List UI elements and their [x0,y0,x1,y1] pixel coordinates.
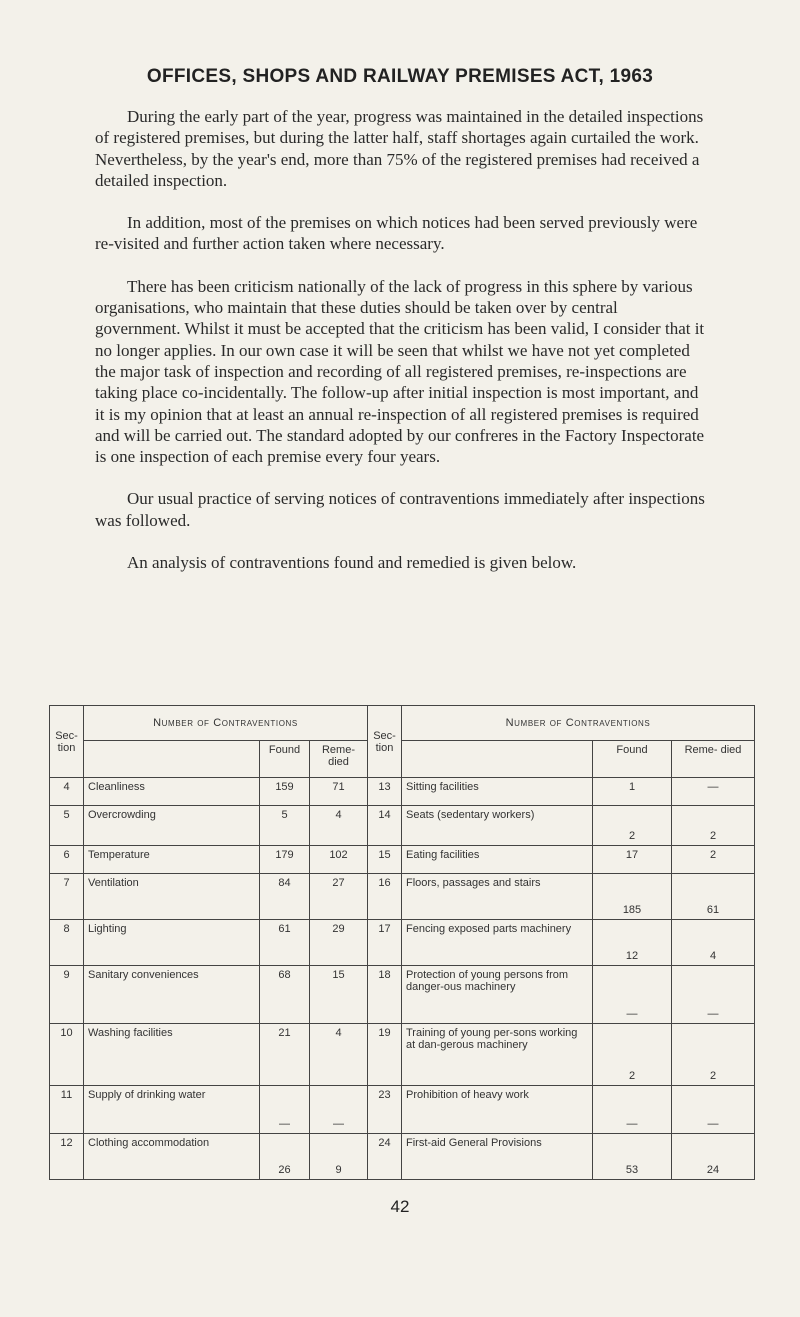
table-row [50,1134,755,1180]
item-label: Temperature [84,846,260,874]
remedied-value: — [672,1086,755,1134]
blank-subheader-right [402,741,593,778]
page-title: OFFICES, SHOPS AND RAILWAY PREMISES ACT, 1963 [146,66,654,87]
section-number: 23 [368,1086,402,1134]
table-row [50,920,755,966]
item-label: Clothing accommodation [84,1134,260,1180]
section-number: 14 [368,806,402,846]
found-value: 26 [260,1134,310,1180]
remedied-value: 102 [310,846,368,874]
found-value: 61 [260,920,310,966]
found-value: 68 [260,966,310,1024]
section-number: 13 [368,778,402,806]
found-value: 5 [260,806,310,846]
item-label: Overcrowding [84,806,260,846]
item-label: Ventilation [84,874,260,920]
item-label: Fencing exposed parts machinery [402,920,593,966]
item-label: Supply of drinking water [84,1086,260,1134]
table-row [50,1024,755,1086]
remedied-header-right: Reme- died [672,741,755,778]
table-row [50,846,755,874]
remedied-value: 2 [672,1024,755,1086]
section-number: 24 [368,1134,402,1180]
remedied-value: 2 [672,806,755,846]
remedied-value: 61 [672,874,755,920]
paragraph: During the early part of the year, progress was maintained in the detailed inspections of registered premises, but during the latter half, staff shortages again curtailed the work. Nevertheless, by the year's end, more than 75% of the registered premises had received a detailed inspection. [95,107,704,190]
section-number: 17 [368,920,402,966]
section-number: 19 [368,1024,402,1086]
item-label: Sitting facilities [402,778,593,806]
section-number: 9 [50,966,84,1024]
table-row [50,806,755,846]
found-value: 12 [593,920,672,966]
found-value: 2 [593,1024,672,1086]
paragraph: Our usual practice of serving notices of contraventions immediately after inspections was followed. [95,489,705,530]
item-label: First-aid General Provisions [402,1134,593,1180]
section-number: 16 [368,874,402,920]
remedied-value: — [672,778,755,806]
found-value: 179 [260,846,310,874]
found-value: — [260,1086,310,1134]
found-value: — [593,1086,672,1134]
page-number: 42 [390,1197,410,1216]
item-label: Cleanliness [84,778,260,806]
found-header-left: Found [260,741,310,778]
section-number: 11 [50,1086,84,1134]
item-label: Seats (sedentary workers) [402,806,593,846]
paragraph: There has been criticism nationally of the lack of progress in this sphere by various organisations, who maintain that these duties should be taken over by central government. Whilst it must be accepted that the criticism has been valid, I consider that it no longer applies. In our own case it will be seen that whilst we have not yet completed the major task of inspection and recording of all registered premises, re-inspections are taking place co-incidentally. The follow-up after initial inspection is most important, and it is my opinion that at least an annual re-inspection of all registered premises is required and will be carried out. The standard adopted by our confreres in the Factory Inspectorate is one inspection of each premise every four years. [95,276,705,467]
section-number: 4 [50,778,84,806]
paragraph: In addition, most of the premises on which notices had been served previously were re-visited and further action taken where necessary. [95,213,698,254]
found-value: 84 [260,874,310,920]
found-value: 21 [260,1024,310,1086]
section-number: 15 [368,846,402,874]
remedied-value: 4 [672,920,755,966]
section-header-left: Sec- tion [50,706,84,778]
group-header-left: Number of Contraventions [84,706,368,741]
remedied-value: 9 [310,1134,368,1180]
section-number: 10 [50,1024,84,1086]
item-label: Training of young per-sons working at dan-gerous machinery [402,1024,593,1086]
item-label: Lighting [84,920,260,966]
table-subheader-row [50,741,755,778]
item-label: Protection of young persons from danger-ous machinery [402,966,593,1024]
remedied-value: 4 [310,806,368,846]
found-value: 53 [593,1134,672,1180]
item-label: Sanitary conveniences [84,966,260,1024]
remedied-value: 4 [310,1024,368,1086]
table-row [50,874,755,920]
section-number: 7 [50,874,84,920]
remedied-value: 24 [672,1134,755,1180]
found-value: — [593,966,672,1024]
table-header-row [50,706,755,741]
paragraph: An analysis of contraventions found and remedied is given below. [127,553,577,573]
contraventions-table [49,705,755,1180]
table-row [50,1086,755,1134]
found-value: 1 [593,778,672,806]
section-number: 12 [50,1134,84,1180]
section-number: 6 [50,846,84,874]
table-row [50,966,755,1024]
remedied-value: 29 [310,920,368,966]
item-label: Eating facilities [402,846,593,874]
section-number: 8 [50,920,84,966]
remedied-value: 15 [310,966,368,1024]
remedied-value: 27 [310,874,368,920]
item-label: Floors, passages and stairs [402,874,593,920]
remedied-value: 2 [672,846,755,874]
table-row [50,778,755,806]
body-text [95,106,705,594]
found-value: 159 [260,778,310,806]
found-value: 2 [593,806,672,846]
section-number: 18 [368,966,402,1024]
blank-subheader-left [84,741,260,778]
found-value: 17 [593,846,672,874]
group-header-right: Number of Contraventions [402,706,755,741]
section-number: 5 [50,806,84,846]
found-header-right: Found [593,741,672,778]
remedied-value: — [672,966,755,1024]
remedied-value: — [310,1086,368,1134]
item-label: Washing facilities [84,1024,260,1086]
section-header-right: Sec- tion [368,706,402,778]
found-value: 185 [593,874,672,920]
remedied-header-left: Reme- died [310,741,368,778]
item-label: Prohibition of heavy work [402,1086,593,1134]
remedied-value: 71 [310,778,368,806]
